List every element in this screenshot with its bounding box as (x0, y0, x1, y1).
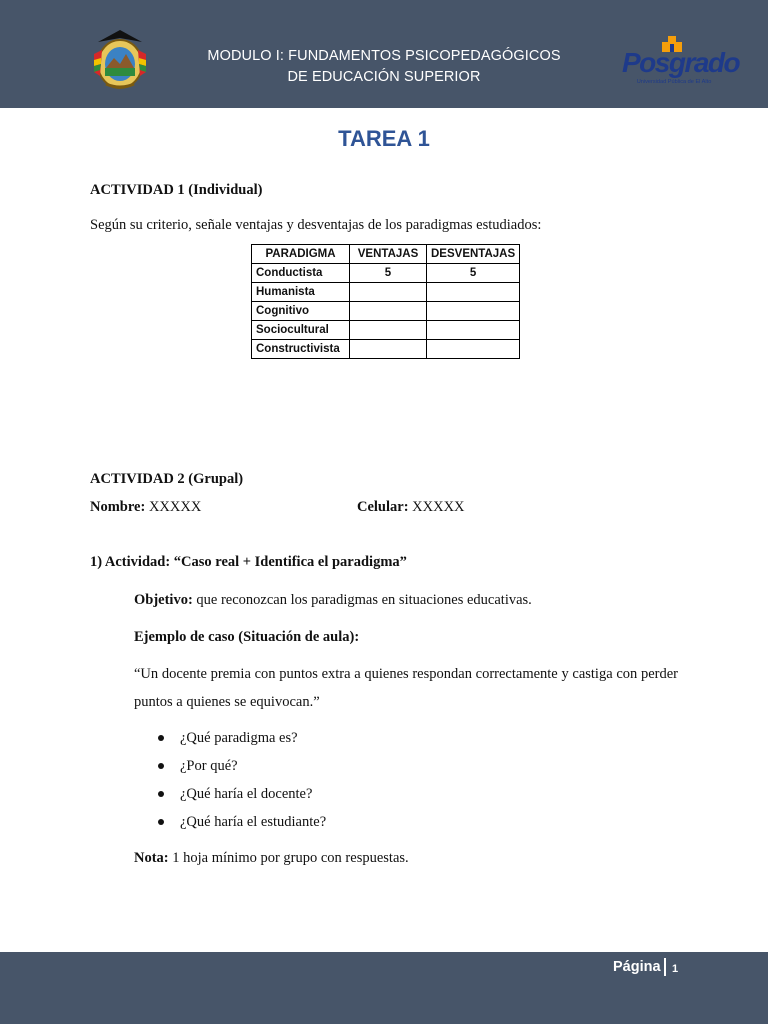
cell-ventajas (350, 283, 427, 302)
example-heading: Ejemplo de caso (Situación de aula): (134, 629, 360, 645)
question-list (134, 727, 326, 839)
name-value: XXXXX (148, 499, 202, 515)
header-title-line1: MODULO I: FUNDAMENTOS PSICOPEDAGÓGICOS (207, 48, 561, 64)
objective-text: que reconozcan los paradigmas en situaciones educativas. (196, 592, 532, 608)
cell-paradigm: Sociocultural (252, 321, 350, 340)
col-header-paradigma: PARADIGMA (252, 245, 350, 264)
cell-ventajas (350, 321, 427, 340)
list-item (134, 727, 326, 755)
phone-line (357, 497, 465, 517)
cell-desventajas (427, 283, 520, 302)
cell-paradigm: Constructivista (252, 340, 350, 359)
question-text: ¿Qué paradigma es? (180, 730, 298, 746)
objective-line (134, 590, 532, 610)
question-text: ¿Por qué? (180, 758, 238, 774)
table-row (252, 321, 520, 340)
note-line (134, 848, 409, 868)
question-text: ¿Qué haría el docente? (180, 786, 313, 802)
cell-paradigm: Humanista (252, 283, 350, 302)
bullet-icon (158, 763, 164, 769)
cell-ventajas (350, 340, 427, 359)
table-row (252, 302, 520, 321)
cell-desventajas (427, 340, 520, 359)
col-header-desventajas: DESVENTAJAS (427, 245, 520, 264)
cell-ventajas (350, 302, 427, 321)
coat-of-arms-icon (88, 24, 152, 92)
activity1-heading: ACTIVIDAD 1 (Individual) (90, 182, 263, 198)
phone-label: Celular: (357, 499, 409, 515)
header-title (184, 46, 584, 88)
logo-word: Posgrado (622, 47, 740, 78)
page-separator (664, 958, 666, 976)
cell-ventajas: 5 (350, 264, 427, 283)
list-item (134, 755, 326, 783)
list-item (134, 811, 326, 839)
activity2-heading: ACTIVIDAD 2 (Grupal) (90, 471, 244, 487)
cell-desventajas (427, 321, 520, 340)
case-text: “Un docente premia con puntos extra a quienes respondan correctamente y castiga con perder puntos a quienes se equivocan.” (134, 666, 678, 710)
cell-desventajas (427, 302, 520, 321)
objective-label: Objetivo: (134, 592, 193, 608)
bullet-icon (158, 819, 164, 825)
list-item (134, 783, 326, 811)
table-row (252, 283, 520, 302)
table-row (252, 264, 520, 283)
cell-paradigm: Cognitivo (252, 302, 350, 321)
page-number: 1 (672, 963, 679, 975)
paradigm-table (251, 244, 520, 359)
name-line (90, 497, 201, 517)
table-header-row (252, 245, 520, 264)
activity2-item-heading: 1) Actividad: “Caso real + Identifica el paradigma” (90, 554, 407, 570)
page-header (0, 0, 768, 108)
posgrado-logo (618, 34, 740, 92)
phone-value: XXXXX (412, 499, 465, 515)
activity1-instruction: Según su criterio, señale ventajas y desventajas de los paradigmas estudiados: (90, 217, 542, 233)
question-text: ¿Qué haría el estudiante? (180, 814, 327, 830)
header-title-line2: DE EDUCACIÓN SUPERIOR (287, 69, 481, 85)
note-label: Nota: (134, 850, 169, 866)
bullet-icon (158, 791, 164, 797)
document-title: TAREA 1 (338, 126, 430, 151)
cell-desventajas: 5 (427, 264, 520, 283)
table-row (252, 340, 520, 359)
col-header-ventajas: VENTAJAS (350, 245, 427, 264)
name-label: Nombre: (90, 499, 146, 515)
note-text: 1 hoja mínimo por grupo con respuestas. (172, 850, 409, 866)
logo-subtext: Universidad Pública de El Alto (636, 79, 712, 85)
bullet-icon (158, 735, 164, 741)
cell-paradigm: Conductista (252, 264, 350, 283)
page-label: Página (613, 959, 661, 975)
